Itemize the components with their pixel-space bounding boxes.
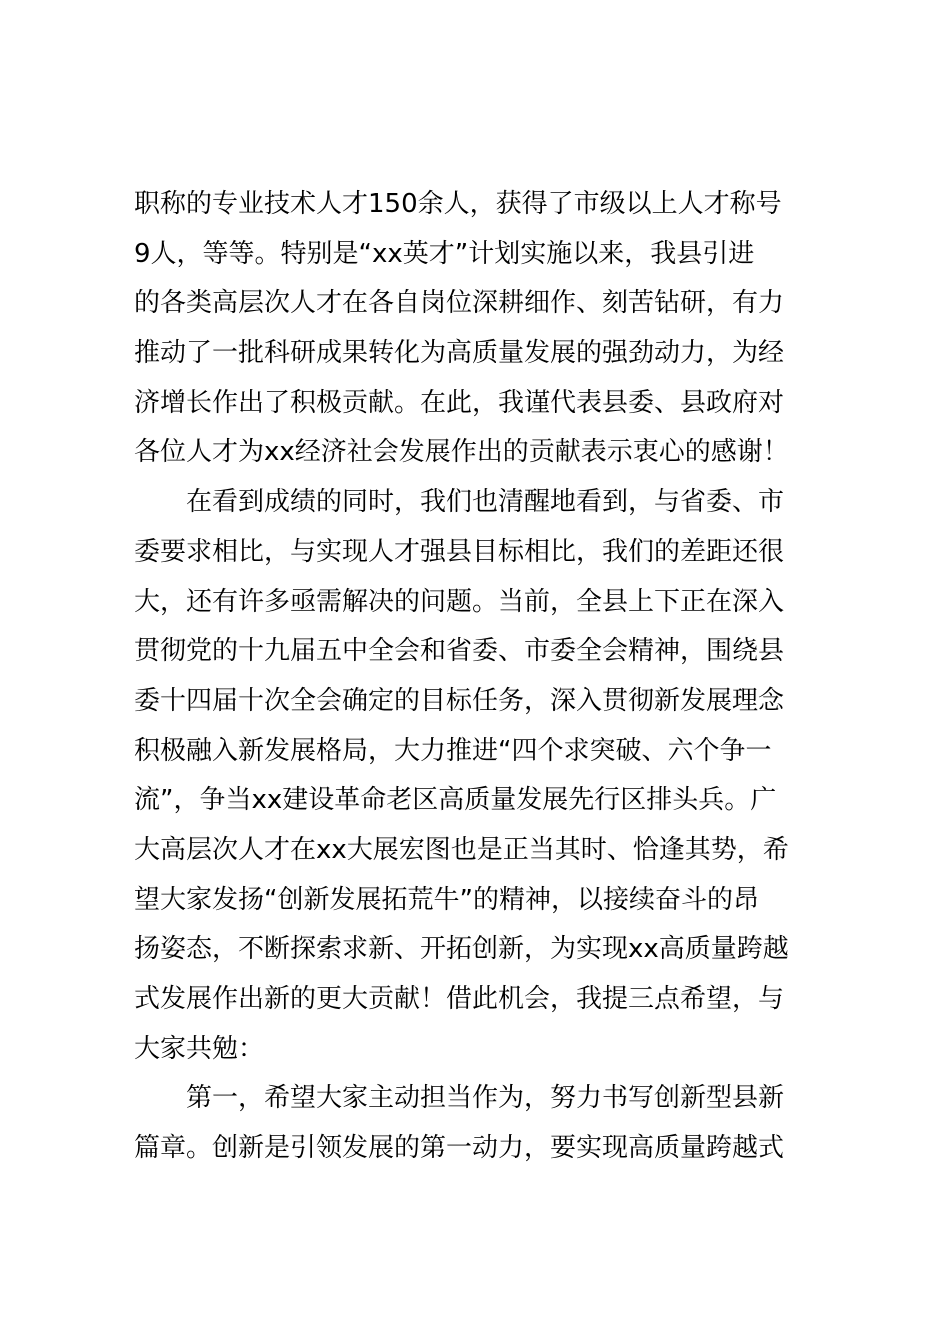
text-line-12: 积极融入新发展格局，大力推进“四个求突破、六个争一 [134,735,772,766]
text-line-17: 式发展作出新的更大贡献！借此机会，我提三点希望，与 [134,984,785,1014]
text-line-15: 望大家发扬“创新发展拓荒牛”的精神，以接续奋斗的昂 [134,884,759,915]
text-line-8: 委要求相比，与实现人才强县目标相比，我们的差距还很 [134,536,785,567]
text-line-3: 的各类高层次人才在各自岗位深耕细作、刻苦钻研，有力 [134,288,785,319]
text-line-19: 第一，希望大家主动担当作为，努力书写创新型县新 [134,1083,785,1114]
text-line-14: 大高层次人才在xx大展宏图也是正当其时、恰逢其势，希 [134,834,789,865]
text-line-16: 扬姿态，不断探索求新、开拓创新，为实现xx高质量跨越 [134,934,789,965]
text-line-1: 职称的专业技术人才150余人，获得了市级以上人才称号 [134,189,782,219]
text-line-20: 篇章。创新是引领发展的第一动力，要实现高质量跨越式 [134,1133,785,1164]
text-line-5: 济增长作出了积极贡献。在此，我谨代表县委、县政府对 [134,387,785,418]
text-line-13: 流”，争当xx建设革命老区高质量发展先行区排头兵。广 [134,785,777,816]
text-line-2: 9人，等等。特别是“xx英才”计划实施以来，我县引进 [134,238,755,269]
text-line-7: 在看到成绩的同时，我们也清醒地看到，与省委、市 [134,487,785,518]
text-line-11: 委十四届十次全会确定的目标任务，深入贯彻新发展理念 [134,685,785,716]
text-line-10: 贯彻党的十九届五中全会和省委、市委全会精神，围绕县 [134,636,785,667]
text-line-4: 推动了一批科研成果转化为高质量发展的强劲动力，为经 [134,338,785,369]
text-line-18: 大家共勉： [134,1033,265,1064]
body-text [134,180,834,1174]
text-line-6: 各位人才为xx经济社会发展作出的贡献表示衷心的感谢！ [134,437,789,468]
text-line-9: 大，还有许多亟需解决的问题。当前，全县上下正在深入 [134,586,785,617]
